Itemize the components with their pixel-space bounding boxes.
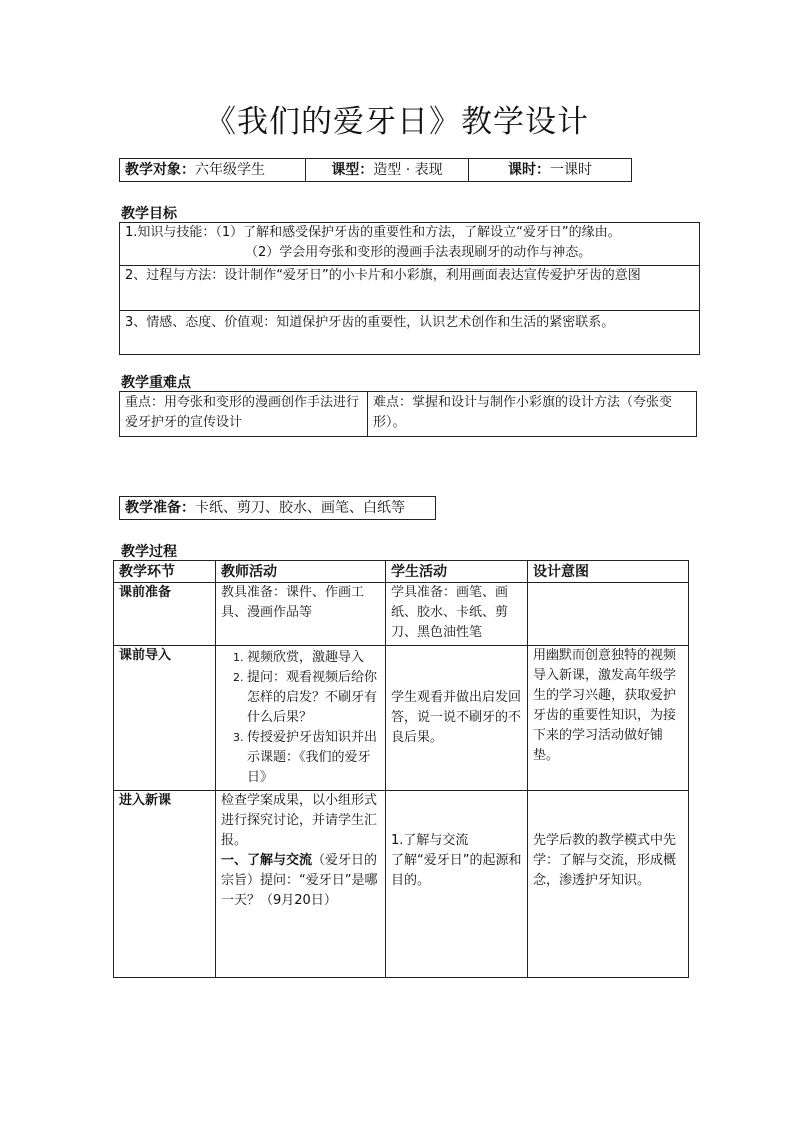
intent-cell xyxy=(528,791,689,978)
stage-cell: 课前导入 xyxy=(114,646,216,791)
goal-knowledge-line1: 1.知识与技能：（1）了解和感受保护牙齿的重要性和方法，了解设立“爱牙日”的缘由。 xyxy=(125,225,621,240)
goal-process: 2、过程与方法：设计制作“爱牙日”的小卡片和小彩旗，利用画面表达宣传爱护牙齿的意图 xyxy=(120,266,700,311)
student-cell: 学具准备：画笔、画纸、胶水、卡纸、剪刀、黑色油性笔 xyxy=(386,583,528,646)
difficulty-point: 难点：掌握和设计与制作小彩旗的设计方法（夸张变形）。 xyxy=(368,392,697,437)
key-points-table xyxy=(119,391,697,437)
list-item: 1. 视频欣赏，激趣导入 xyxy=(247,648,380,668)
goal-attitude: 3、情感、态度、价值观：知道保护牙齿的重要性，认识艺术创作和生活的紧密联系。 xyxy=(120,311,700,355)
hours-label: 课时： xyxy=(508,162,550,178)
preparation-value: 卡纸、剪刀、胶水、画笔、白纸等 xyxy=(195,500,405,516)
process-heading: 教学过程 xyxy=(121,544,177,560)
hours-value: 一课时 xyxy=(550,162,592,178)
col-teacher: 教师活动 xyxy=(216,561,386,583)
focus-point: 重点：用夸张和变形的漫画创作手法进行爱牙护牙的宣传设计 xyxy=(120,392,368,437)
student-cell: 学生观看并做出启发回答，说一说不刷牙的不良后果。 xyxy=(386,646,528,791)
teacher-steps-list xyxy=(221,648,380,788)
type-cell xyxy=(306,159,469,182)
student-line2: 了解“爱牙日”的起源和目的。 xyxy=(391,853,522,888)
teacher-cell xyxy=(216,791,386,978)
teacher-cell xyxy=(216,646,386,791)
table-row xyxy=(114,646,689,791)
key-points-heading: 教学重难点 xyxy=(121,375,191,391)
goals-heading: 教学目标 xyxy=(121,206,177,222)
type-label: 课型： xyxy=(331,162,374,178)
process-header-row xyxy=(114,561,689,583)
teacher-section-title: 一、了解与交流 xyxy=(221,853,313,868)
target-value: 六年级学生 xyxy=(195,162,265,178)
list-item: 3. 传授爱护牙齿知识并出示课题：《我们的爱牙日》 xyxy=(247,728,380,788)
intent-cell: 用幽默而创意独特的视频导入新课，激发高年级学生的学习兴趣，获取爱护牙齿的重要性知识，为接下来的学习活动做好铺垫。 xyxy=(528,646,689,791)
col-student: 学生活动 xyxy=(386,561,528,583)
col-stage: 教学环节 xyxy=(114,561,216,583)
col-intent: 设计意图 xyxy=(528,561,689,583)
intent-text: 先学后教的教学模式中先学：了解与交流，形成概念，渗透护牙知识。 xyxy=(533,833,677,888)
hours-cell xyxy=(469,159,632,182)
student-line1: 1.了解与交流 xyxy=(391,833,469,848)
preparation-table xyxy=(119,496,436,520)
goal-knowledge-line2: （2）学会用夸张和变形的漫画手法表现刷牙的动作与神态。 xyxy=(245,245,592,260)
page-title: 《我们的爱牙日》教学设计 xyxy=(205,104,589,140)
process-table xyxy=(113,560,689,978)
preparation-label: 教学准备： xyxy=(125,500,195,516)
stage-cell: 课前准备 xyxy=(114,583,216,646)
target-cell xyxy=(120,159,306,182)
teacher-intro: 检查学案成果，以小组形式进行探究讨论，并请学生汇报。 xyxy=(221,793,378,848)
teacher-section-text: （爱牙日的宗旨）提问：“爱牙日”是哪一天？（9月20日） xyxy=(221,853,378,908)
teacher-cell: 教具准备：课件、作画工具、漫画作品等 xyxy=(216,583,386,646)
course-info-table xyxy=(119,158,632,182)
goals-table xyxy=(119,222,700,355)
type-value: 造型 · 表现 xyxy=(373,162,443,178)
goal-knowledge xyxy=(120,223,700,266)
student-cell xyxy=(386,791,528,978)
intent-cell xyxy=(528,583,689,646)
stage-cell: 进入新课 xyxy=(114,791,216,978)
preparation-cell xyxy=(120,497,436,520)
list-item: 2. 提问：观看视频后给你怎样的启发？不刷牙有什么后果？ xyxy=(247,668,380,728)
table-row xyxy=(114,791,689,978)
target-label: 教学对象： xyxy=(125,162,195,178)
table-row xyxy=(114,583,689,646)
